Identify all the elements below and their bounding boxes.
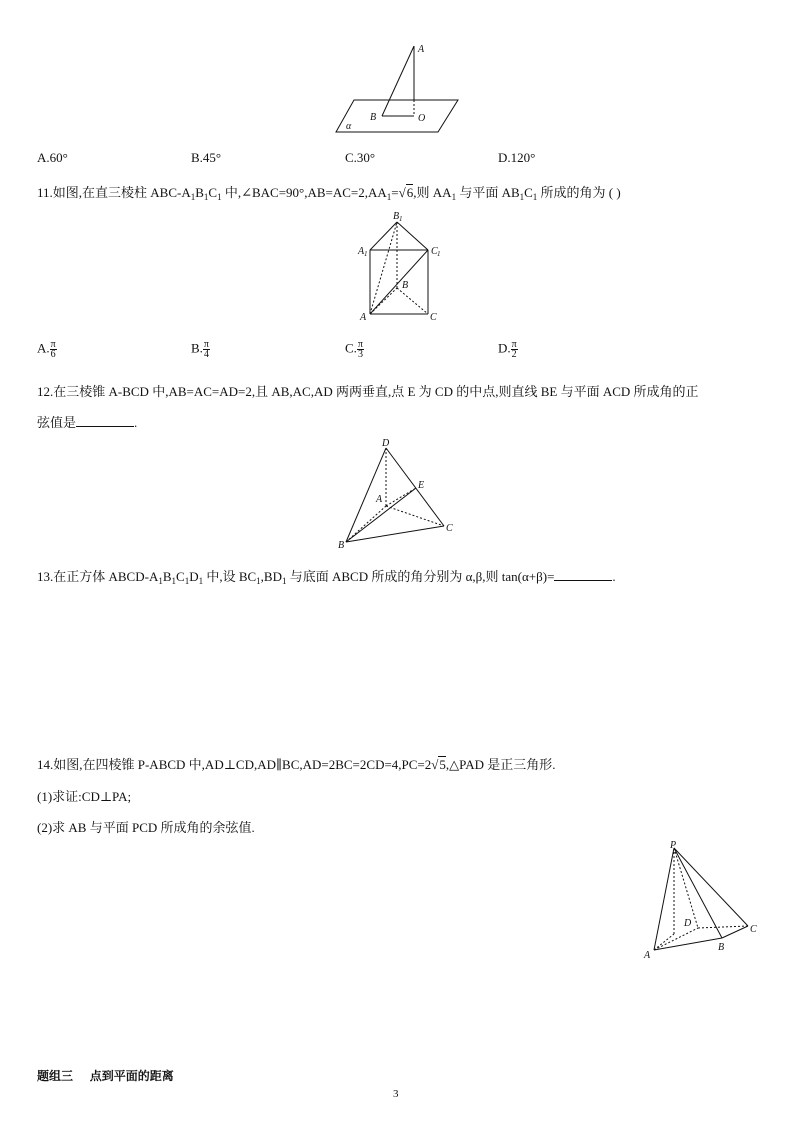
- q12-label-B: B: [338, 540, 345, 551]
- q11-choice-b: B. $\frac{\pi}{4}$: [191, 339, 209, 360]
- q11-choice-a: A. $\frac{\pi}{6}$: [37, 339, 56, 360]
- q14-part2: (2)求 AB 与平面 PCD 所成角的余弦值.: [37, 820, 255, 835]
- q11-label-A: A: [360, 312, 367, 323]
- q10-choice-b: B.45°: [191, 150, 222, 165]
- q12-line2: 弦值是 .: [37, 415, 138, 430]
- q14-part1: (1)求证:CD⊥PA;: [37, 789, 132, 804]
- q11-label-A1: A: [358, 246, 365, 257]
- q14-label-A: A: [644, 950, 651, 961]
- q12-answer-blank[interactable]: [76, 415, 134, 427]
- q10-label-O: O: [418, 113, 426, 124]
- q12-label-C: C: [446, 523, 453, 534]
- q14-label-D: D: [684, 918, 692, 929]
- q10-label-B: B: [370, 112, 377, 123]
- svg-text:1: 1: [437, 250, 441, 258]
- svg-text:1: 1: [399, 215, 403, 223]
- q12-label-E: E: [418, 480, 425, 491]
- q14-label-B: B: [718, 942, 725, 953]
- q12-label-A: A: [376, 494, 383, 505]
- q11-label-C: C: [430, 312, 437, 323]
- q12-label-D: D: [382, 438, 390, 449]
- page-number: 3: [393, 1088, 399, 1100]
- q13-answer-blank[interactable]: [554, 569, 612, 581]
- q10-choice-a: A.60°: [37, 150, 68, 165]
- svg-text:1: 1: [364, 250, 368, 258]
- q10-label-A: A: [418, 44, 425, 55]
- q10-choice-d: D.120°: [498, 150, 536, 165]
- q14-stem: 14.如图,在四棱锥 P-ABCD 中,AD⊥CD,AD∥BC,AD=2BC=2CD=4,PC=2√5,△PAD 是正三角形.: [37, 757, 556, 772]
- q14-label-C: C: [750, 924, 757, 935]
- q11-label-C1: C: [431, 246, 438, 257]
- q14-figure: [640, 838, 764, 964]
- q13-stem: 13.在正方体 ABCD-$A_1B_1C_1D_1$ 中,设 $BC_1,BD_1$ 与底面 ABCD 所成的角分别为 α,β,则 tan(α+β)= .: [37, 569, 616, 586]
- q11-label-B: B: [402, 280, 409, 291]
- q12-figure: [336, 436, 462, 552]
- section-heading: 题组三 点到平面的距离: [37, 1069, 174, 1083]
- q10-figure: [334, 42, 464, 134]
- q11-figure: [352, 208, 444, 324]
- q10-label-alpha: α: [346, 121, 352, 132]
- q11-choice-d: D. $\frac{\pi}{2}$: [498, 339, 517, 360]
- q12-line1: 12.在三棱锥 A-BCD 中,AB=AC=AD=2,且 AB,AC,AD 两两垂直,点 E 为 CD 的中点,则直线 BE 与平面 ACD 所成角的正: [37, 384, 699, 399]
- q11-stem: 11.如图,在直三棱柱 ABC-$A_1B_1C_1$ 中$,\angle BAC=90^\circ,AB=AC=2,AA_1=√6$,则 $AA_1$ 与平面 $AB_1C_1$ 所成的角为 ( ): [37, 185, 621, 202]
- q11-choice-c: C. $\frac{\pi}{3}$: [345, 339, 363, 360]
- q14-label-P: P: [670, 840, 677, 851]
- q10-choice-c: C.30°: [345, 150, 376, 165]
- q11-label-B1: B: [393, 211, 400, 222]
